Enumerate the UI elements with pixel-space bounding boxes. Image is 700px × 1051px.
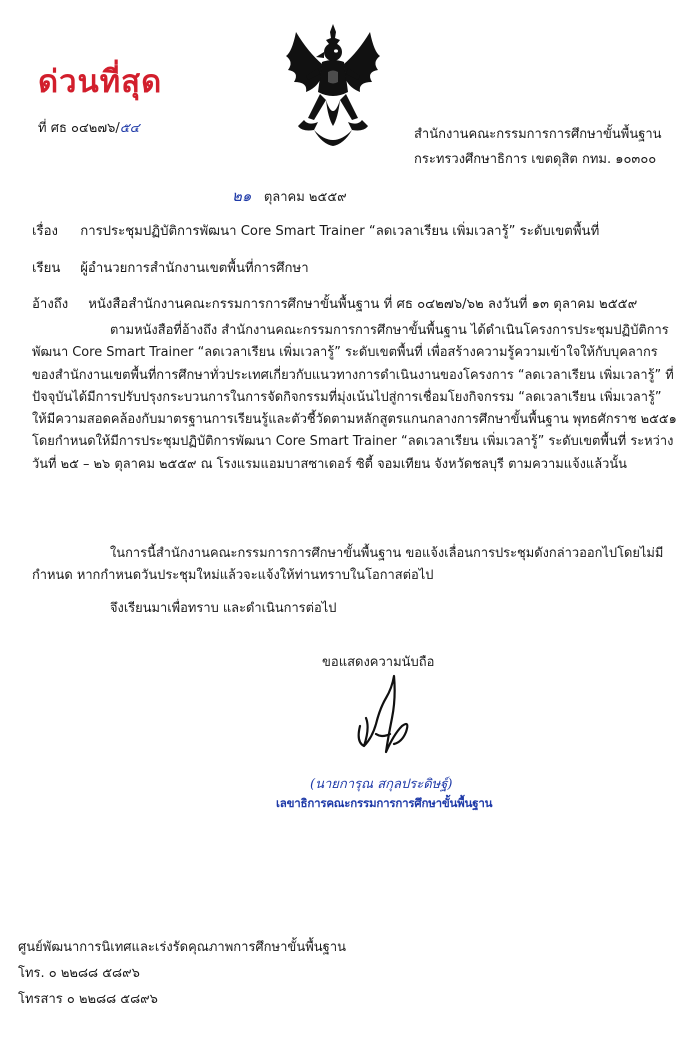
reference-label: อ้างถึง — [32, 297, 69, 312]
date-day-handwritten: ๒๑ — [232, 187, 252, 205]
reference-text: หนังสือสำนักงานคณะกรรมการการศึกษาขั้นพื้นฐาน ที่ ศธ ๐๔๒๗๖/๖๒ ลงวันที่ ๑๓ ตุลาคม ๒๕๕๙ — [88, 297, 638, 312]
closing-salutation: ขอแสดงความนับถือ — [322, 655, 435, 670]
date-month-year: ตุลาคม ๒๕๕๙ — [263, 190, 347, 205]
document-date — [232, 184, 347, 208]
garuda-emblem-icon — [278, 22, 388, 150]
footer-phone: โทร. ๐ ๒๒๘๘ ๕๘๙๖ — [18, 966, 140, 981]
document-number-prefix: ที่ ศธ ๐๔๒๗๖/ — [38, 121, 120, 136]
urgency-stamp: ด่วนที่สุด — [38, 64, 163, 100]
addressee-row — [32, 257, 309, 278]
document-number-handwritten: ๕๔ — [119, 121, 140, 136]
contact-footer — [18, 935, 346, 1013]
body-paragraph-2: ในการนี้สำนักงานคณะกรรมการการศึกษาขั้นพื้นฐาน ขอแจ้งเลื่อนการประชุมดังกล่าวออกไปโดยไม่มีกำหนด หากกำหนดวันประชุมใหม่แล้วจะแจ้งให้ท่านทราบในโอกาสต่อไป — [32, 546, 664, 584]
footer-fax: โทรสาร ๐ ๒๒๘๘ ๕๘๙๖ — [18, 992, 158, 1007]
body-paragraph-3: จึงเรียนมาเพื่อทราบ และดำเนินการต่อไป — [110, 601, 337, 616]
document-number — [38, 117, 139, 138]
addressee-text: ผู้อำนวยการสำนักงานเขตพื้นที่การศึกษา — [80, 261, 309, 276]
body-paragraph-1: ตามหนังสือที่อ้างถึง สำนักงานคณะกรรมการการศึกษาขั้นพื้นฐาน ได้ดำเนินโครงการประชุมปฏิบัติการพัฒนา Core Smart Trainer “ลดเวลาเรียน เพิ่มเวลารู้” ระดับเขตพื้นที่ เพื่อสร้างความรู้ความเข้าใจให้กับบุคลากรของสำนักงานเขตพื้นที่การศึกษาทั่วประเทศเกี่ยวกับแนวทางการดำเนินงานของโครงการ “ลดเวลาเรียน เพิ่มเวลารู้” ที่ปัจจุบันได้มีการปรับปรุงกระบวนการในการจัดกิจกรรมที่มุ่งเน้นไปสู่การเชื่อมโยงกิจกรรม “ลดเวลาเรียน เพิ่มเวลารู้” ให้มีความสอดคล้องกับมาตรฐานการเรียนรู้และตัวชี้วัดตามหลักสูตรแกนกลางการศึกษาขั้นพื้นฐาน พุทธศักราช ๒๕๕๑ โดยกำหนดให้มีการประชุมปฏิบัติการพัฒนา Core Smart Trainer “ลดเวลาเรียน เพิ่มเวลารู้” ระดับเขตพื้นที่ ระหว่างวันที่ ๒๕ – ๒๖ ตุลาคม ๒๕๕๙ ณ โรงแรมแอมบาสซาเดอร์ ซิตี้ จอมเทียน จังหวัดชลบุรี ตามความแจ้งแล้วนั้น — [32, 323, 677, 472]
handwritten-signature — [346, 668, 418, 764]
signer-name: (นายการุณ สกุลประดิษฐ์) — [310, 777, 453, 792]
subject-row — [32, 220, 599, 241]
signer-position: เลขาธิการคณะกรรมการการศึกษาขั้นพื้นฐาน — [276, 796, 493, 810]
issuing-office-line2: กระทรวงศึกษาธิการ เขตดุสิต กทม. ๑๐๓๐๐ — [414, 152, 657, 167]
footer-office: ศูนย์พัฒนาการนิเทศและเร่งรัดคุณภาพการศึกษาขั้นพื้นฐาน — [18, 940, 347, 955]
subject-text: การประชุมปฏิบัติการพัฒนา Core Smart Trainer “ลดเวลาเรียน เพิ่มเวลารู้” ระดับเขตพื้นที่ — [80, 224, 600, 239]
subject-label: เรื่อง — [32, 224, 58, 239]
issuing-office-line1: สำนักงานคณะกรรมการการศึกษาขั้นพื้นฐาน — [414, 127, 662, 142]
issuing-office — [414, 122, 662, 172]
reference-row — [32, 293, 637, 314]
addressee-label: เรียน — [32, 261, 61, 276]
